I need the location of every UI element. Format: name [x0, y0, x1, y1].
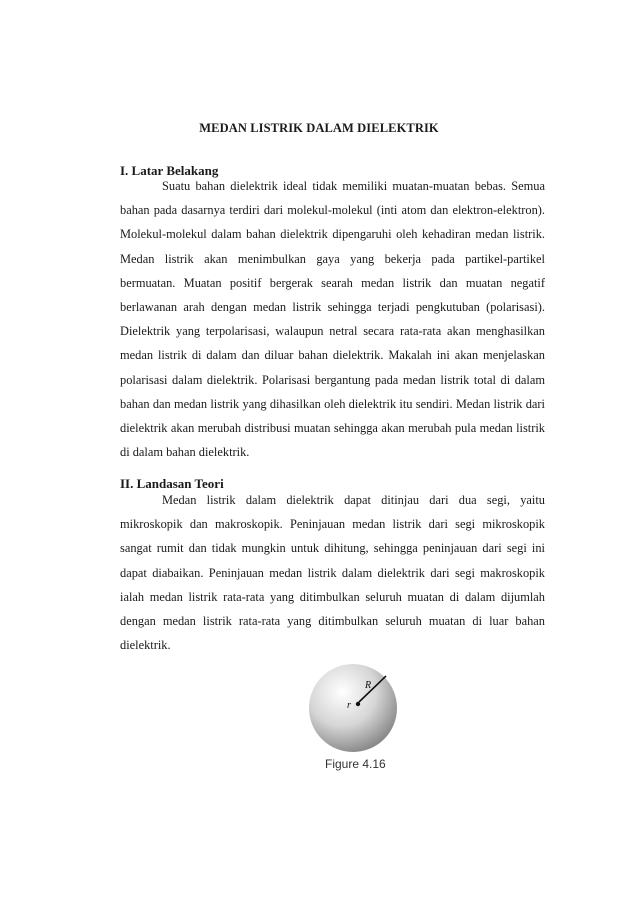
section-body-landasan-teori — [120, 488, 545, 657]
section-body-latar-belakang — [120, 174, 545, 464]
section-body-latar-belakang-text: Suatu bahan dielektrik ideal tidak memiliki muatan-muatan bebas. Semua bahan pada dasarnya terdiri dari molekul-molekul (inti atom dan elektron-elektron). Molekul-molekul dalam bahan dielektrik dipengaruhi oleh kehadiran medan listrik. Medan listrik akan menimbulkan gaya yang bekerja pada partikel-partikel bermuatan. Muatan positif bergerak searah medan listrik dan muatan negatif berlawanan arah dengan medan listrik sehingga terjadi pengkutuban (polarisasi). Dielektrik yang terpolarisasi, walaupun netral secara rata-rata akan menghasilkan medan listrik di dalam dan diluar bahan dielektrik. Makalah ini akan menjelaskan polarisasi dalam dielektrik. Polarisasi bergantung pada medan listrik total di dalam bahan dan medan listrik yang dihasilkan oleh dielektrik itu sendiri. Medan listrik dari dielektrik akan merubah distribusi muatan sehingga akan merubah pula medan listrik di dalam bahan dielektrik. — [120, 179, 545, 460]
document-title: MEDAN LISTRIK DALAM DIELEKTRIK — [199, 121, 439, 135]
section-body-landasan-teori-text: Medan listrik dalam dielektrik dapat ditinjau dari dua segi, yaitu mikroskopik dan makroskopik. Peninjauan medan listrik dari segi mikroskopik sangat rumit dan tidak mungkin untuk dihitung, sehingga peninjauan dari segi ini dapat diabaikan. Peninjauan medan listrik dalam dielektrik dari segi makroskopik ialah medan listrik rata-rata yang ditimbulkan seluruh muatan di dalam dijumlah dengan medan listrik rata-rata yang ditimbulkan seluruh muatan di luar bahan dielektrik. — [120, 493, 545, 653]
center-label: r — [347, 700, 351, 711]
section-heading-landasan-teori: II. Landasan Teori — [120, 476, 224, 491]
figure-caption: Figure 4.16 — [325, 757, 386, 771]
section-heading-latar-belakang: I. Latar Belakang — [120, 163, 219, 178]
center-point — [356, 702, 360, 706]
radius-label: R — [365, 680, 372, 691]
sphere-diagram — [307, 662, 399, 754]
